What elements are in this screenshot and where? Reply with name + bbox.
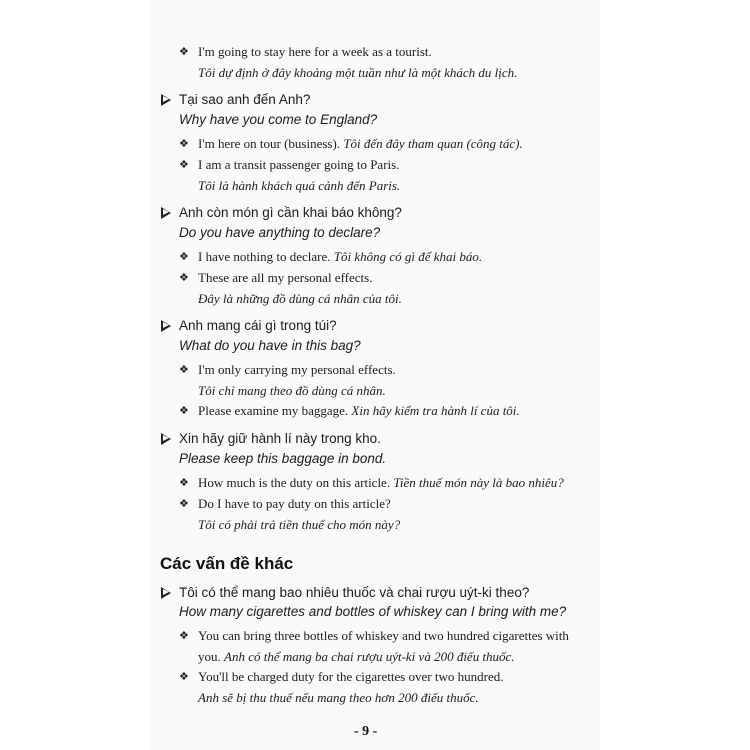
section-title: Các vấn đề khác (160, 554, 294, 573)
answer-vietnamese: Tôi dự định ở đây khoảng một tuần như là một khách du lịch. (198, 65, 518, 80)
answer-vietnamese: Tôi không có gì để khai báo. (333, 249, 483, 264)
question-vietnamese: Tại sao anh đến Anh? (179, 92, 311, 107)
triangle-right-outline-icon (161, 587, 171, 599)
answer-english: You can bring three bottles of whiskey and two hundred cigarettes with (198, 628, 569, 643)
answer-line (198, 403, 520, 419)
answer-vietnamese: Tiền thuế món này là bao nhiêu? (393, 475, 564, 490)
page-number: - 9 - (354, 724, 378, 739)
answer-english: I'm here on tour (business). (198, 136, 341, 151)
answer-english-continued: you. (198, 649, 221, 664)
question-english: Do you have anything to declare? (179, 225, 381, 240)
answer-line (198, 475, 564, 491)
triangle-right-outline-icon (161, 320, 171, 332)
four-diamond-bullet-icon: ❖ (179, 404, 189, 417)
answer-english: Please examine my baggage. (198, 403, 349, 418)
four-diamond-bullet-icon: ❖ (179, 476, 189, 489)
answer-vietnamese: Tôi có phải trả tiền thuế cho món này? (198, 517, 401, 532)
answer-english: I have nothing to declare. (198, 249, 331, 264)
four-diamond-bullet-icon: ❖ (179, 271, 189, 284)
answer-vietnamese: Anh sẽ bị thu thuế nếu mang theo hơn 200 điếu thuốc. (198, 690, 479, 705)
four-diamond-bullet-icon: ❖ (179, 629, 189, 642)
answer-vietnamese: Xin hãy kiểm tra hành lí của tôi. (351, 403, 520, 418)
triangle-right-outline-icon (161, 433, 171, 445)
answer-vietnamese: Anh có thể mang ba chai rượu uýt-ki và 200 điếu thuốc. (224, 649, 515, 664)
answer-vietnamese: Tôi chỉ mang theo đồ dùng cá nhân. (198, 383, 386, 398)
answer-english: I'm going to stay here for a week as a tourist. (198, 44, 432, 59)
question-english: What do you have in this bag? (179, 338, 361, 353)
question-english: Please keep this baggage in bond. (179, 451, 387, 466)
four-diamond-bullet-icon: ❖ (179, 497, 189, 510)
answer-vietnamese: Tôi đến đây tham quan (công tác). (343, 136, 523, 151)
answer-english: You'll be charged duty for the cigarettes over two hundred. (198, 669, 504, 684)
four-diamond-bullet-icon: ❖ (179, 670, 189, 683)
answer-english: These are all my personal effects. (198, 270, 373, 285)
answer-english: I'm only carrying my personal effects. (198, 362, 396, 377)
triangle-right-outline-icon (161, 207, 171, 219)
answer-vietnamese: Đây là những đồ dùng cá nhân của tôi. (198, 291, 402, 306)
four-diamond-bullet-icon: ❖ (179, 158, 189, 171)
question-vietnamese: Anh còn món gì cần khai báo không? (179, 205, 402, 220)
answer-english: How much is the duty on this article. (198, 475, 391, 490)
question-vietnamese: Anh mang cái gì trong túi? (179, 318, 337, 333)
answer-english: Do I have to pay duty on this article? (198, 496, 391, 511)
four-diamond-bullet-icon: ❖ (179, 45, 189, 58)
answer-vietnamese: Tôi là hành khách quá cảnh đến Paris. (198, 178, 401, 193)
four-diamond-bullet-icon: ❖ (179, 363, 189, 376)
answer-line (198, 136, 523, 152)
question-vietnamese: Tôi có thể mang bao nhiêu thuốc và chai rượu uýt-ki theo? (179, 585, 530, 600)
four-diamond-bullet-icon: ❖ (179, 250, 189, 263)
question-english: Why have you come to England? (179, 112, 378, 127)
four-diamond-bullet-icon: ❖ (179, 137, 189, 150)
question-english: How many cigarettes and bottles of whiskey can I bring with me? (179, 604, 567, 619)
answer-english: I am a transit passenger going to Paris. (198, 157, 400, 172)
answer-line (198, 249, 482, 265)
answer-line (198, 649, 515, 665)
question-vietnamese: Xin hãy giữ hành lí này trong kho. (179, 431, 381, 446)
triangle-right-outline-icon (161, 94, 171, 106)
